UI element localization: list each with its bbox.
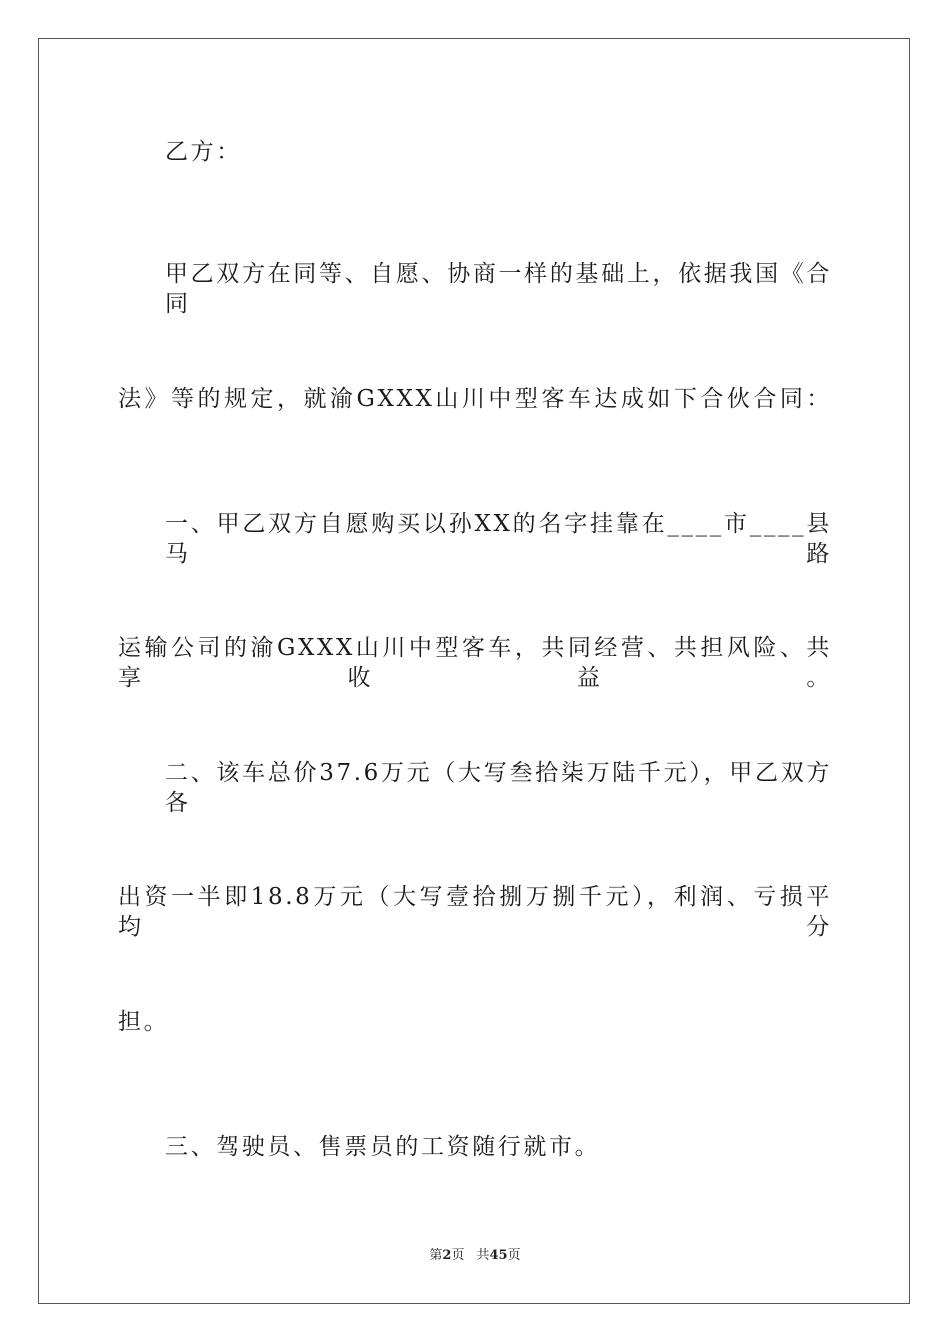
clause-1-line-2: 运输公司的渝GXXX山川中型客车，共同经营、共担风险、共享收益。 [118,635,832,691]
footer-page-unit: 页 [451,1248,465,1263]
clause-2-line-3: 担。 [118,1009,170,1035]
clause-1-line-1: 一、甲乙双方自愿购买以孙XX的名字挂靠在____市____县马路 [165,511,832,567]
footer-total-pages: 45 [489,1248,508,1263]
clause-3-line-1: 三、驾驶员、售票员的工资随行就市。 [165,1134,601,1160]
footer-page-number: 2 [442,1248,452,1263]
footer-total-prefix: 共 [476,1248,490,1263]
footer-page-prefix: 第 [429,1248,443,1263]
clause-2-line-2: 出资一半即18.8万元（大写壹拾捌万捌千元），利润、亏损平均分 [118,884,832,940]
clause-2-line-1: 二、该车总价37.6万元（大写叁拾柒万陆千元），甲乙双方各 [165,760,832,816]
footer-total-unit: 页 [507,1248,521,1263]
party-b-label: 乙方： [165,139,242,165]
page-footer [0,1247,950,1265]
paragraph-intro-line-1: 甲乙双方在同等、自愿、协商一样的基础上，依据我国《合同 [165,261,832,317]
paragraph-intro-line-2: 法》等的规定，就渝GXXX山川中型客车达成如下合伙合同： [118,386,832,412]
